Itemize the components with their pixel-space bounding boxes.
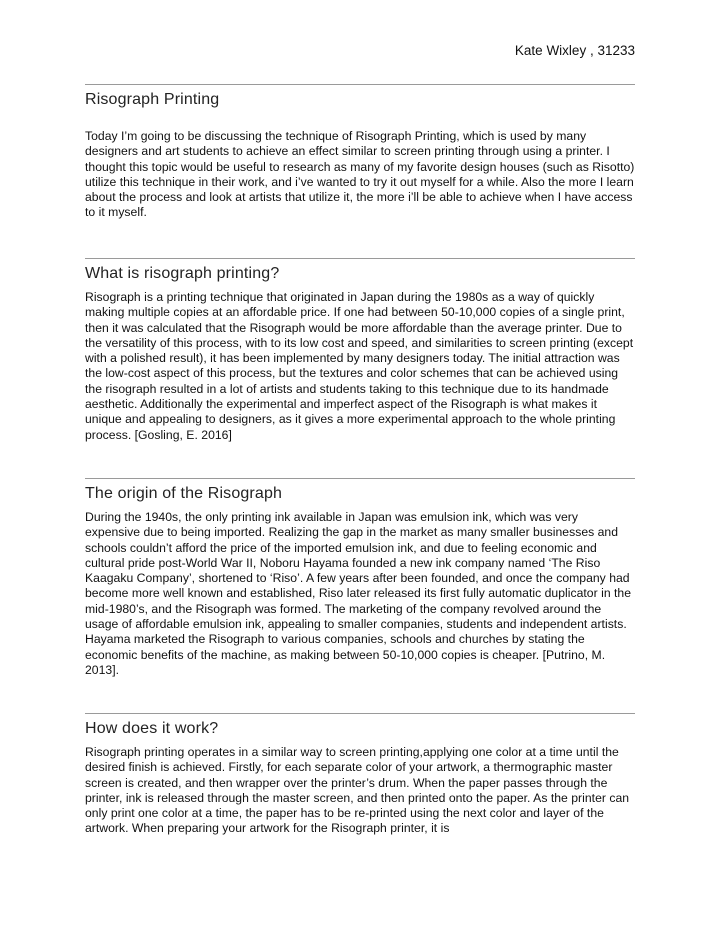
section-what-is-risograph (85, 258, 635, 443)
section-divider (85, 713, 635, 714)
section-heading: What is risograph printing? (85, 265, 280, 282)
section-intro (85, 84, 635, 221)
section-divider (85, 478, 635, 479)
section-how-it-works (85, 713, 635, 837)
section-divider (85, 258, 635, 259)
section-origin (85, 478, 635, 678)
section-heading: Risograph Printing (85, 91, 220, 108)
section-paragraph: Risograph is a printing technique that originated in Japan during the 1980s as a way of quickly making multiple copies at an affordable price. If one had between 50-10,000 copies of a single print, then it was calculated that the Risograph would be more affordable than the average printer. Due to the versatility of this process, with to its low cost and speed, and similarities to screen printing (except with a polished result), it has been implemented by many designers today. The initial attraction was the low-cost aspect of this process, but the textures and color schemes that can be achieved using the risograph resulted in a lot of artists and students taking to this technique due to its handmade aesthetic. Additionally the experimental and imperfect aspect of the Risograph is what makes it unique and appealing to designers, as it gives a more experimental approach to the whole printing process. [Gosling, E. 2016] (85, 290, 634, 442)
section-paragraph: Risograph printing operates in a similar way to screen printing,applying one color at a time until the desired finish is achieved. Firstly, for each separate color of your artwork, a thermographic master screen is created, and then wrapper over the printer’s drum. When the paper passes through the printer, ink is released through the master screen, and then printed onto the paper. As the printer can only print one color at a time, the paper has to be re-printed using the next color and layer of the artwork. When preparing your artwork for the Risograph printer, it is (85, 745, 630, 836)
section-heading: How does it work? (85, 720, 219, 737)
section-paragraph: During the 1940s, the only printing ink available in Japan was emulsion ink, which was very expensive due to being imported. Realizing the gap in the market as many smaller businesses and schools couldn’t afford the price of the imported emulsion ink, and due to feeling economic and cultural pride post-World War II, Noboru Hayama founded a new ink company named ‘The Riso Kaagaku Company’, shortened to ‘Riso’. A few years after been founded, and once the company had become more well known and established, Riso later released its first fully automatic duplicator in the mid-1980’s, and the Risograph was formed. The marketing of the company revolved around the usage of affordable emulsion ink, appealing to smaller companies, students and independent artists. Hayama marketed the Risograph to various companies, schools and churches by stating the economic benefits of the machine, as making between 50-10,000 copies is cheaper. [Putrino, M. 2013]. (85, 510, 632, 677)
section-heading: The origin of the Risograph (85, 485, 283, 502)
section-divider (85, 84, 635, 85)
author-header: Kate Wixley , 31233 (514, 43, 635, 58)
section-paragraph: Today I’m going to be discussing the technique of Risograph Printing, which is used by many designers and art students to achieve an effect similar to screen printing through using a printer. I thought this topic would be useful to research as many of my favorite design houses (such as Risotto) utilize this technique in their work, and i’ve wanted to try it out myself for a while. Also the more I learn about the process and look at artists that utilize it, the more i’ll be able to achieve when I have access to it myself. (85, 129, 635, 220)
